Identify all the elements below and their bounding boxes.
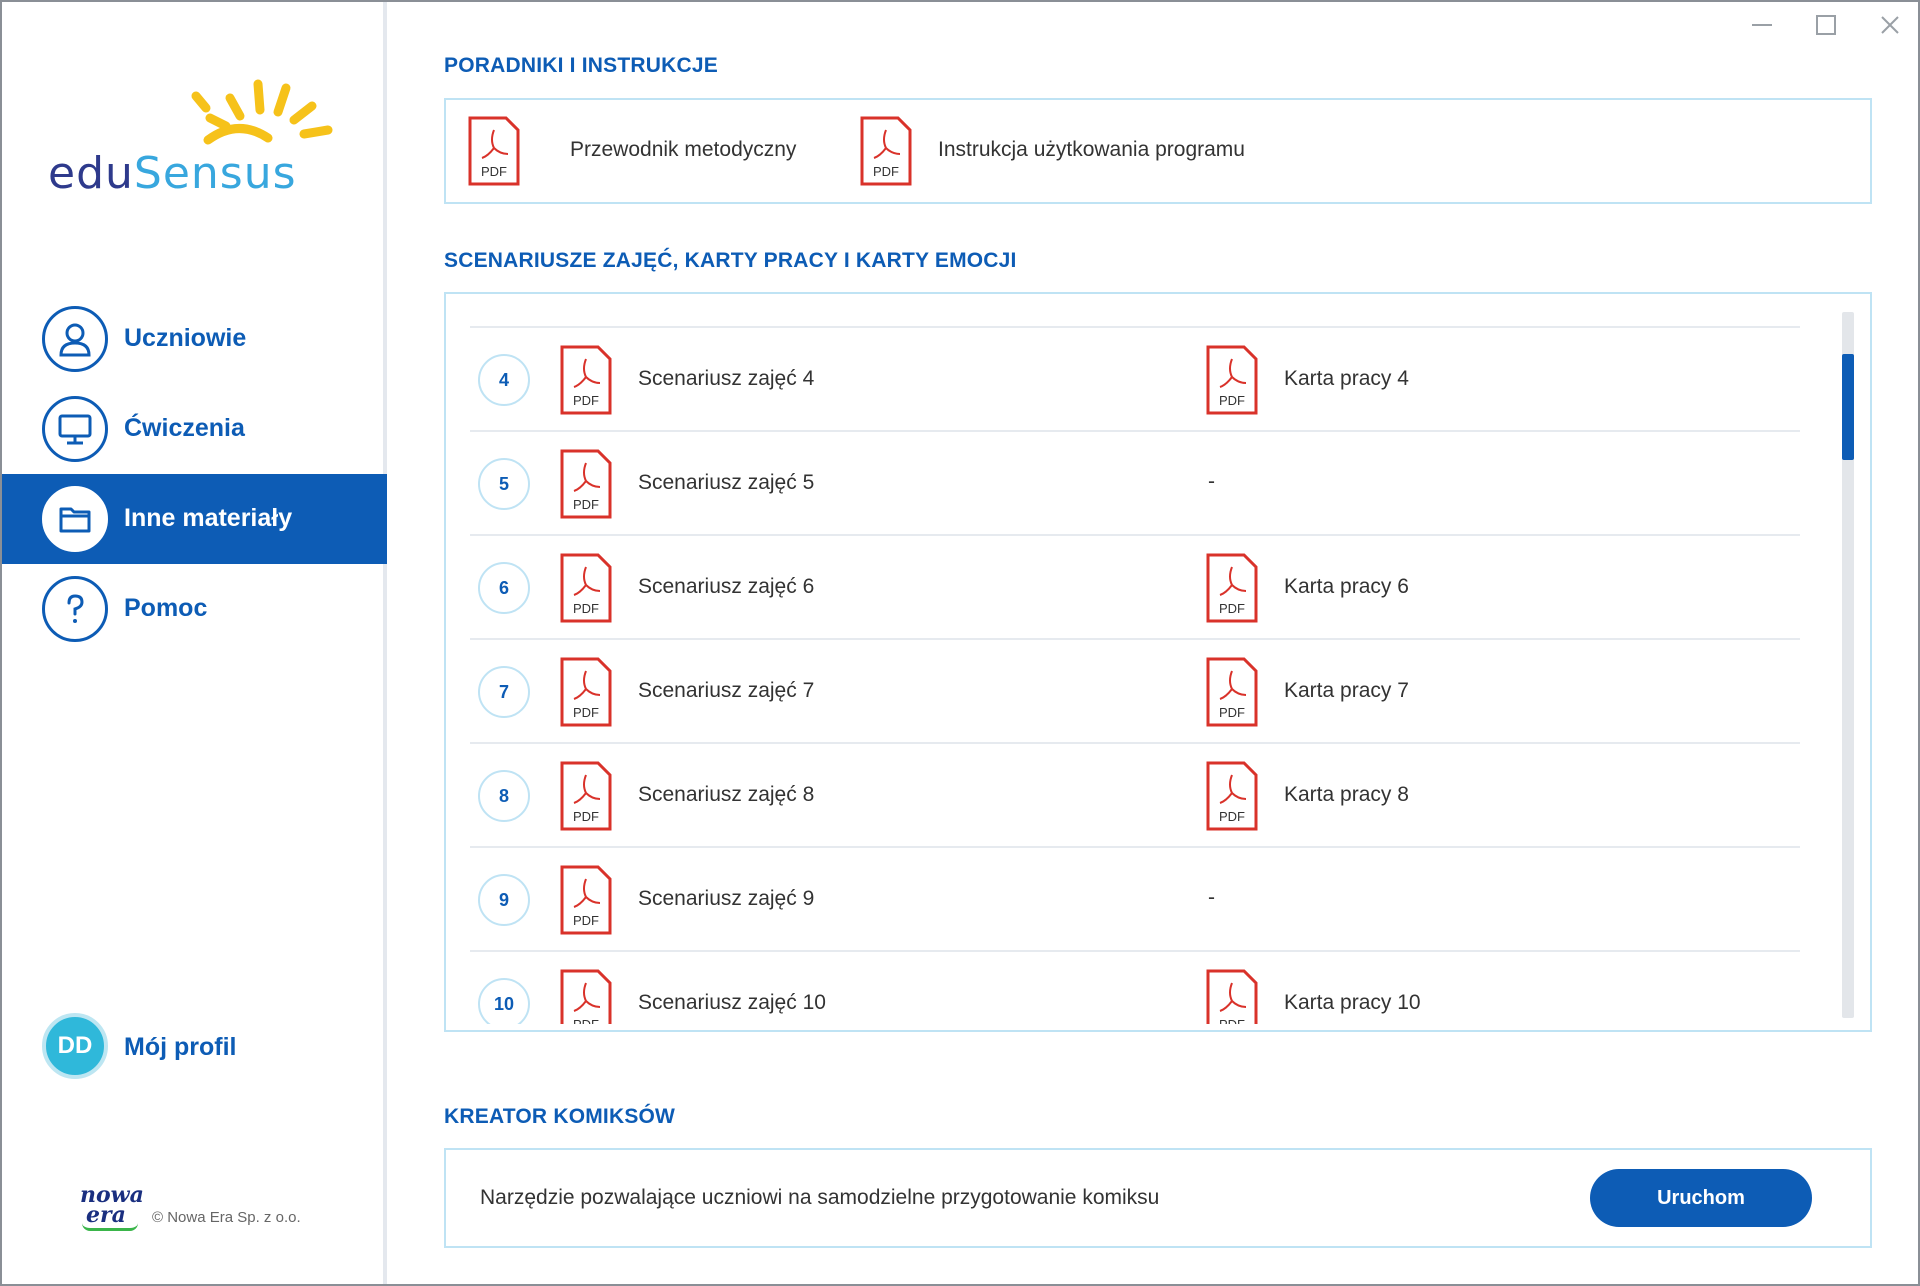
pdf-icon <box>560 761 612 831</box>
pdf-icon <box>1206 657 1258 727</box>
svg-text:PDF: PDF <box>1219 705 1245 720</box>
pdf-icon <box>560 553 612 623</box>
scenario-label: Scenariusz zajęć 8 <box>638 783 815 806</box>
scenario-label: Scenariusz zajęć 6 <box>638 575 815 598</box>
pdf-icon <box>560 969 612 1032</box>
footer <box>80 1182 380 1240</box>
pdf-icon <box>860 116 912 186</box>
scrollbar-track[interactable] <box>1842 312 1854 1018</box>
folder-icon <box>42 486 108 552</box>
scenario-link[interactable] <box>560 345 880 415</box>
minimize-icon <box>1752 23 1772 27</box>
worksheet-link[interactable] <box>1206 969 1506 1032</box>
logo-swoosh <box>82 1223 138 1231</box>
pdf-icon <box>560 449 612 519</box>
scenario-label: Scenariusz zajęć 5 <box>638 471 815 494</box>
worksheet-label: Karta pracy 4 <box>1284 367 1409 390</box>
lessons-title: SCENARIUSZE ZAJĘĆ, KARTY PRACY I KARTY EMOCJI <box>444 249 1017 272</box>
pdf-icon <box>1206 345 1258 415</box>
svg-text:PDF: PDF <box>1219 809 1245 824</box>
scenario-link[interactable] <box>560 553 880 623</box>
lessons-card <box>444 292 1872 1032</box>
worksheet-link[interactable] <box>1206 345 1506 415</box>
scenario-link[interactable] <box>560 657 880 727</box>
worksheet-link[interactable] <box>1206 761 1506 831</box>
user-icon <box>42 306 108 372</box>
pdf-icon <box>560 865 612 935</box>
sidebar-item-uczniowie[interactable] <box>2 294 387 384</box>
pdf-icon <box>1206 553 1258 623</box>
monitor-icon <box>42 396 108 462</box>
profile-button[interactable] <box>42 1013 362 1079</box>
no-worksheet-dash: - <box>1208 886 1215 909</box>
svg-text:PDF: PDF <box>573 497 599 512</box>
sidebar-item-inne-materialy[interactable] <box>2 474 387 564</box>
pdf-icon <box>468 116 520 186</box>
pdf-icon <box>560 657 612 727</box>
table-row <box>470 430 1800 534</box>
logo-wordmark: eduSensus <box>48 148 297 199</box>
sun-icon <box>188 78 358 158</box>
table-row <box>470 326 1800 430</box>
scenario-label: Scenariusz zajęć 4 <box>638 367 815 390</box>
lesson-number: 9 <box>478 874 530 926</box>
maximize-icon <box>1816 15 1836 35</box>
nowa-era-logo: nowa era <box>80 1182 144 1228</box>
scrollbar-thumb[interactable] <box>1842 354 1854 460</box>
lesson-number: 5 <box>478 458 530 510</box>
pdf-icon <box>560 345 612 415</box>
kreator-title: KREATOR KOMIKSÓW <box>444 1105 676 1128</box>
worksheet-link[interactable] <box>1206 657 1506 727</box>
svg-text:PDF: PDF <box>1219 393 1245 408</box>
guide-label: Przewodnik metodyczny <box>570 138 797 161</box>
lesson-number: 7 <box>478 666 530 718</box>
svg-text:PDF: PDF <box>573 913 599 928</box>
svg-text:PDF: PDF <box>481 164 507 179</box>
scenario-link[interactable] <box>560 969 880 1032</box>
kreator-description: Narzędzie pozwalające uczniowi na samodzielne przygotowanie komiksu <box>480 1186 1160 1209</box>
guides-card <box>444 98 1872 204</box>
close-button[interactable] <box>1870 10 1910 40</box>
copyright-text: © Nowa Era Sp. z o.o. <box>152 1209 301 1226</box>
minimize-button[interactable] <box>1742 10 1782 40</box>
svg-text:PDF: PDF <box>873 164 899 179</box>
worksheet-link[interactable] <box>1206 553 1506 623</box>
lesson-number: 8 <box>478 770 530 822</box>
lesson-number: 6 <box>478 562 530 614</box>
guide-instrukcja[interactable] <box>860 100 1320 200</box>
sidebar <box>2 2 387 1284</box>
worksheet-label: Karta pracy 7 <box>1284 679 1409 702</box>
avatar: DD <box>42 1013 108 1079</box>
no-worksheet-dash: - <box>1208 470 1215 493</box>
svg-text:PDF: PDF <box>573 1017 599 1032</box>
svg-text:PDF: PDF <box>573 705 599 720</box>
svg-text:PDF: PDF <box>1219 601 1245 616</box>
scenario-link[interactable] <box>560 449 880 519</box>
scenario-link[interactable] <box>560 865 880 935</box>
table-row <box>470 846 1800 950</box>
lesson-number: 10 <box>478 978 530 1024</box>
maximize-button[interactable] <box>1806 10 1846 40</box>
sidebar-item-label: Inne materiały <box>124 504 293 532</box>
worksheet-label: Karta pracy 10 <box>1284 991 1421 1014</box>
table-row <box>470 534 1800 638</box>
sidebar-item-cwiczenia[interactable] <box>2 384 387 474</box>
profile-label: Mój profil <box>124 1033 237 1061</box>
worksheet-label: Karta pracy 8 <box>1284 783 1409 806</box>
pdf-icon <box>1206 761 1258 831</box>
scenario-link[interactable] <box>560 761 880 831</box>
sidebar-item-label: Uczniowie <box>124 324 247 352</box>
worksheet-label: Karta pracy 6 <box>1284 575 1409 598</box>
table-row <box>470 950 1800 1032</box>
lessons-list[interactable] <box>470 306 1800 1032</box>
sidebar-item-pomoc[interactable] <box>2 564 387 654</box>
sidebar-item-label: Pomoc <box>124 594 208 622</box>
guide-przewodnik[interactable] <box>468 100 848 200</box>
scenario-label: Scenariusz zajęć 7 <box>638 679 815 702</box>
sidebar-nav <box>2 294 387 654</box>
help-icon <box>42 576 108 642</box>
kreator-card <box>444 1148 1872 1248</box>
close-icon <box>1880 15 1900 35</box>
svg-text:PDF: PDF <box>573 393 599 408</box>
sidebar-item-label: Ćwiczenia <box>124 414 245 442</box>
svg-text:PDF: PDF <box>1219 1017 1245 1032</box>
run-button[interactable]: Uruchom <box>1590 1169 1812 1227</box>
table-row <box>470 742 1800 846</box>
table-row <box>470 638 1800 742</box>
pdf-icon <box>1206 969 1258 1032</box>
svg-text:PDF: PDF <box>573 809 599 824</box>
guide-label: Instrukcja użytkowania programu <box>938 138 1245 161</box>
lesson-number: 4 <box>478 354 530 406</box>
scenario-label: Scenariusz zajęć 10 <box>638 991 826 1014</box>
svg-text:PDF: PDF <box>573 601 599 616</box>
guides-title: PORADNIKI I INSTRUKCJE <box>444 54 718 77</box>
edusensus-logo <box>48 78 358 208</box>
scenario-label: Scenariusz zajęć 9 <box>638 887 815 910</box>
